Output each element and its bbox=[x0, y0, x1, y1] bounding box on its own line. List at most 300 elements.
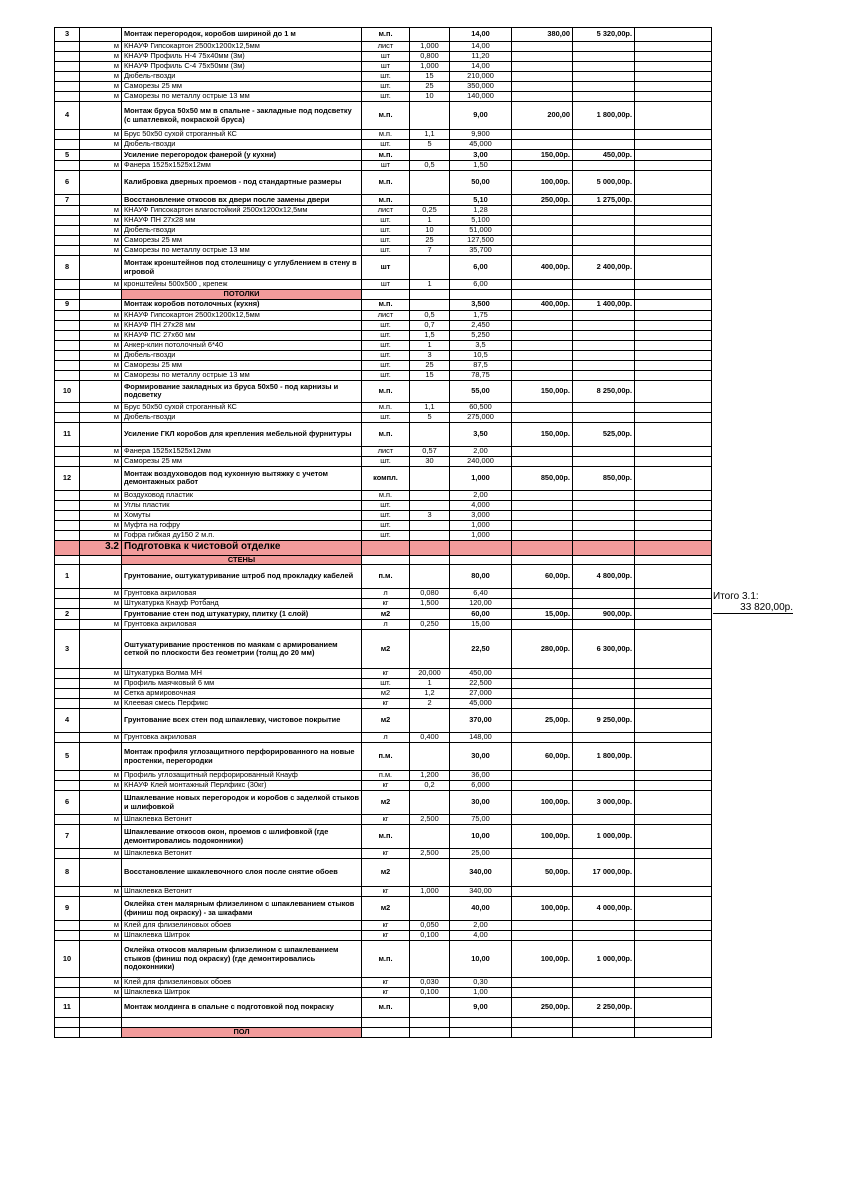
item-number-cell bbox=[55, 1018, 80, 1028]
price-cell bbox=[512, 310, 573, 320]
consumption-cell: 1 bbox=[410, 340, 450, 350]
amount-cell bbox=[573, 510, 635, 520]
quantity-cell: 9,900 bbox=[450, 130, 512, 140]
material-row bbox=[55, 815, 712, 825]
unit-marker-cell: м bbox=[80, 781, 122, 791]
note-cell bbox=[635, 446, 712, 456]
work-row bbox=[55, 195, 712, 206]
unit-marker-cell: м bbox=[80, 978, 122, 988]
consumption-cell: 25 bbox=[410, 82, 450, 92]
note-cell bbox=[635, 171, 712, 195]
note-cell bbox=[635, 320, 712, 330]
amount-cell bbox=[573, 456, 635, 466]
quantity-cell: 60,500 bbox=[450, 402, 512, 412]
note-cell bbox=[635, 102, 712, 130]
unit-marker-cell: м bbox=[80, 350, 122, 360]
price-cell: 250,00р. bbox=[512, 998, 573, 1018]
consumption-cell: 30 bbox=[410, 456, 450, 466]
unit-cell: кг bbox=[362, 781, 410, 791]
description-cell: Формирование закладных из бруса 50х50 - под карнизы и подсветку bbox=[122, 380, 362, 402]
material-row bbox=[55, 216, 712, 226]
category-row bbox=[55, 290, 712, 300]
quantity-cell: 11,20 bbox=[450, 52, 512, 62]
note-cell bbox=[635, 921, 712, 931]
description-cell: Монтаж перегородок, коробов шириной до 1 м bbox=[122, 28, 362, 42]
price-cell bbox=[512, 781, 573, 791]
consumption-cell: 1,000 bbox=[410, 887, 450, 897]
note-cell bbox=[635, 130, 712, 140]
work-row bbox=[55, 28, 712, 42]
description-cell: Гофра гибкая ду150 2 м.п. bbox=[122, 530, 362, 540]
note-cell bbox=[635, 815, 712, 825]
unit-marker-cell bbox=[80, 630, 122, 669]
unit-marker-cell bbox=[80, 1018, 122, 1028]
unit-cell: шт. bbox=[362, 679, 410, 689]
unit-marker-cell bbox=[80, 941, 122, 978]
consumption-cell: 0,030 bbox=[410, 978, 450, 988]
amount-cell: 9 250,00р. bbox=[573, 709, 635, 733]
quantity-cell: 3,500 bbox=[450, 299, 512, 310]
description-cell: Восстановление откосов вх двери после замены двери bbox=[122, 195, 362, 206]
price-cell bbox=[512, 350, 573, 360]
unit-cell: м.п. bbox=[362, 941, 410, 978]
unit-cell: м.п. bbox=[362, 380, 410, 402]
price-cell bbox=[512, 978, 573, 988]
consumption-cell bbox=[410, 941, 450, 978]
price-cell: 100,00р. bbox=[512, 825, 573, 849]
consumption-cell: 0,25 bbox=[410, 206, 450, 216]
description-cell: Монтаж профиля углозащитного перфорированного на новые простенки, перегородки bbox=[122, 743, 362, 771]
price-cell bbox=[512, 320, 573, 330]
description-cell: Саморезы 25 мм bbox=[122, 360, 362, 370]
price-cell: 850,00р. bbox=[512, 466, 573, 490]
price-cell bbox=[512, 52, 573, 62]
quantity-cell: 1,000 bbox=[450, 466, 512, 490]
quantity-cell: 2,450 bbox=[450, 320, 512, 330]
unit-marker-cell: м bbox=[80, 226, 122, 236]
unit-marker-cell: м bbox=[80, 599, 122, 609]
note-cell bbox=[635, 931, 712, 941]
unit-marker-cell bbox=[80, 102, 122, 130]
consumption-cell: 2 bbox=[410, 699, 450, 709]
note-cell bbox=[635, 781, 712, 791]
quantity-cell bbox=[450, 1018, 512, 1028]
quantity-cell: 6,00 bbox=[450, 280, 512, 290]
unit-marker-cell: м bbox=[80, 771, 122, 781]
material-row bbox=[55, 490, 712, 500]
price-cell bbox=[512, 490, 573, 500]
amount-cell bbox=[573, 236, 635, 246]
material-row bbox=[55, 931, 712, 941]
note-cell bbox=[635, 226, 712, 236]
consumption-cell bbox=[410, 1028, 450, 1038]
unit-cell: шт. bbox=[362, 360, 410, 370]
amount-cell: 850,00р. bbox=[573, 466, 635, 490]
quantity-cell: 25,00 bbox=[450, 849, 512, 859]
unit-marker-cell bbox=[80, 422, 122, 446]
consumption-cell: 1,000 bbox=[410, 42, 450, 52]
work-row bbox=[55, 171, 712, 195]
note-cell bbox=[635, 510, 712, 520]
work-row bbox=[55, 256, 712, 280]
note-cell bbox=[635, 310, 712, 320]
note-cell bbox=[635, 555, 712, 565]
unit-cell: л bbox=[362, 589, 410, 599]
consumption-cell bbox=[410, 743, 450, 771]
price-cell bbox=[512, 733, 573, 743]
description-cell: Грунтовка акриловая bbox=[122, 733, 362, 743]
quantity-cell: 2,00 bbox=[450, 490, 512, 500]
price-cell bbox=[512, 402, 573, 412]
amount-cell bbox=[573, 530, 635, 540]
item-number-cell bbox=[55, 446, 80, 456]
consumption-cell bbox=[410, 998, 450, 1018]
unit-marker-cell: м bbox=[80, 72, 122, 82]
item-number-cell: 9 bbox=[55, 897, 80, 921]
item-number-cell bbox=[55, 887, 80, 897]
consumption-cell: 3 bbox=[410, 350, 450, 360]
amount-cell bbox=[573, 1028, 635, 1038]
price-cell: 250,00р. bbox=[512, 195, 573, 206]
item-number-cell bbox=[55, 921, 80, 931]
consumption-cell: 1,2 bbox=[410, 689, 450, 699]
material-row bbox=[55, 161, 712, 171]
material-row bbox=[55, 620, 712, 630]
material-row bbox=[55, 370, 712, 380]
unit-cell: кг bbox=[362, 699, 410, 709]
unit-marker-cell: м bbox=[80, 921, 122, 931]
description-cell: КНАУФ Клей монтажный Перлфикс (30кг) bbox=[122, 781, 362, 791]
consumption-cell bbox=[410, 195, 450, 206]
description-cell: Фанера 1525х1525х12мм bbox=[122, 161, 362, 171]
description-cell: Воздуховод пластик bbox=[122, 490, 362, 500]
price-cell bbox=[512, 771, 573, 781]
description-cell: Грунтование всех стен под шпаклевку, чистовое покрытие bbox=[122, 709, 362, 733]
material-row bbox=[55, 82, 712, 92]
quantity-cell: 78,75 bbox=[450, 370, 512, 380]
note-cell bbox=[635, 998, 712, 1018]
unit-cell: шт bbox=[362, 161, 410, 171]
description-cell: КНАУФ Профиль С-4 75х50мм (3м) bbox=[122, 62, 362, 72]
amount-cell bbox=[573, 679, 635, 689]
amount-cell bbox=[573, 815, 635, 825]
unit-cell bbox=[362, 290, 410, 300]
material-row bbox=[55, 360, 712, 370]
description-cell: Саморезы 25 мм bbox=[122, 236, 362, 246]
amount-cell bbox=[573, 52, 635, 62]
item-number-cell bbox=[55, 510, 80, 520]
unit-marker-cell: м bbox=[80, 340, 122, 350]
quantity-cell: 10,00 bbox=[450, 941, 512, 978]
unit-cell: м2 bbox=[362, 791, 410, 815]
note-cell bbox=[635, 897, 712, 921]
unit-marker-cell bbox=[80, 195, 122, 206]
price-cell bbox=[512, 679, 573, 689]
consumption-cell bbox=[410, 555, 450, 565]
estimate-table bbox=[54, 27, 712, 1038]
unit-marker-cell: м bbox=[80, 456, 122, 466]
quantity-cell: 370,00 bbox=[450, 709, 512, 733]
item-number-cell bbox=[55, 330, 80, 340]
unit-marker-cell: м bbox=[80, 849, 122, 859]
unit-marker-cell: м bbox=[80, 62, 122, 72]
consumption-cell: 0,7 bbox=[410, 320, 450, 330]
item-number-cell: 8 bbox=[55, 859, 80, 887]
material-row bbox=[55, 978, 712, 988]
quantity-cell: 6,00 bbox=[450, 256, 512, 280]
item-number-cell bbox=[55, 246, 80, 256]
unit-marker-cell bbox=[80, 466, 122, 490]
price-cell bbox=[512, 72, 573, 82]
unit-marker-cell: м bbox=[80, 733, 122, 743]
unit-marker-cell bbox=[80, 1028, 122, 1038]
subtotal-value: 33 820,00р. bbox=[713, 602, 793, 614]
description-cell: Штукатурка Кнауф Ротбанд bbox=[122, 599, 362, 609]
description-cell: Оштукатуривание простенков по маякам с армированием сеткой по плоскости без геометрии (толщ до 20 мм) bbox=[122, 630, 362, 669]
unit-cell: шт. bbox=[362, 510, 410, 520]
item-number-cell: 4 bbox=[55, 709, 80, 733]
unit-cell: м.п. bbox=[362, 490, 410, 500]
amount-cell: 6 300,00р. bbox=[573, 630, 635, 669]
item-number-cell bbox=[55, 988, 80, 998]
note-cell bbox=[635, 859, 712, 887]
consumption-cell bbox=[410, 859, 450, 887]
category-row bbox=[55, 1028, 712, 1038]
work-row bbox=[55, 299, 712, 310]
quantity-cell: 340,00 bbox=[450, 859, 512, 887]
description-cell: КНАУФ ПС 27х60 мм bbox=[122, 330, 362, 340]
item-number-cell bbox=[55, 216, 80, 226]
consumption-cell bbox=[410, 466, 450, 490]
description-cell: Грунтовка акриловая bbox=[122, 589, 362, 599]
unit-marker-cell bbox=[80, 998, 122, 1018]
consumption-cell: 25 bbox=[410, 360, 450, 370]
item-number-cell bbox=[55, 320, 80, 330]
material-row bbox=[55, 62, 712, 72]
unit-marker-cell: м bbox=[80, 370, 122, 380]
price-cell bbox=[512, 360, 573, 370]
unit-cell: л bbox=[362, 620, 410, 630]
item-number-cell bbox=[55, 679, 80, 689]
unit-cell: шт. bbox=[362, 350, 410, 360]
unit-cell: шт. bbox=[362, 330, 410, 340]
quantity-cell: 45,000 bbox=[450, 140, 512, 150]
item-number-cell bbox=[55, 669, 80, 679]
note-cell bbox=[635, 490, 712, 500]
quantity-cell: 60,00 bbox=[450, 609, 512, 620]
amount-cell: 8 250,00р. bbox=[573, 380, 635, 402]
item-number-cell bbox=[55, 42, 80, 52]
unit-marker-cell: м bbox=[80, 216, 122, 226]
item-number-cell bbox=[55, 310, 80, 320]
item-number-cell bbox=[55, 72, 80, 82]
consumption-cell: 0,080 bbox=[410, 589, 450, 599]
item-number-cell: 7 bbox=[55, 825, 80, 849]
note-cell bbox=[635, 733, 712, 743]
material-row bbox=[55, 599, 712, 609]
unit-marker-cell: м bbox=[80, 82, 122, 92]
amount-cell bbox=[573, 130, 635, 140]
description-cell: Шпаклевка Ветонит bbox=[122, 815, 362, 825]
item-number-cell: 2 bbox=[55, 609, 80, 620]
note-cell bbox=[635, 256, 712, 280]
unit-cell: м2 bbox=[362, 897, 410, 921]
item-number-cell bbox=[55, 402, 80, 412]
quantity-cell: 45,000 bbox=[450, 699, 512, 709]
consumption-cell: 0,2 bbox=[410, 781, 450, 791]
material-row bbox=[55, 679, 712, 689]
material-row bbox=[55, 921, 712, 931]
amount-cell bbox=[573, 887, 635, 897]
amount-cell bbox=[573, 320, 635, 330]
item-number-cell bbox=[55, 370, 80, 380]
description-cell: Шпаклевка Шитрок bbox=[122, 988, 362, 998]
description-cell: Восстановление шкаклевочного слоя после снятие обоев bbox=[122, 859, 362, 887]
unit-cell: м.п. bbox=[362, 102, 410, 130]
quantity-cell: 50,00 bbox=[450, 171, 512, 195]
price-cell bbox=[512, 412, 573, 422]
note-cell bbox=[635, 743, 712, 771]
quantity-cell: 10,5 bbox=[450, 350, 512, 360]
note-cell bbox=[635, 1018, 712, 1028]
note-cell bbox=[635, 402, 712, 412]
consumption-cell bbox=[410, 422, 450, 446]
price-cell bbox=[512, 370, 573, 380]
amount-cell: 1 000,00р. bbox=[573, 825, 635, 849]
price-cell: 400,00р. bbox=[512, 256, 573, 280]
price-cell bbox=[512, 589, 573, 599]
price-cell bbox=[512, 1028, 573, 1038]
category-row bbox=[55, 555, 712, 565]
unit-marker-cell bbox=[80, 555, 122, 565]
unit-marker-cell: м bbox=[80, 887, 122, 897]
price-cell bbox=[512, 699, 573, 709]
consumption-cell bbox=[410, 530, 450, 540]
quantity-cell: 14,00 bbox=[450, 62, 512, 72]
item-number-cell bbox=[55, 340, 80, 350]
item-number-cell: 5 bbox=[55, 150, 80, 161]
unit-cell: м2 bbox=[362, 609, 410, 620]
note-cell bbox=[635, 609, 712, 620]
unit-cell: шт bbox=[362, 256, 410, 280]
work-row bbox=[55, 102, 712, 130]
quantity-cell: 15,00 bbox=[450, 620, 512, 630]
amount-cell: 1 800,00р. bbox=[573, 743, 635, 771]
unit-marker-cell bbox=[80, 897, 122, 921]
note-cell bbox=[635, 565, 712, 589]
unit-cell: шт bbox=[362, 280, 410, 290]
amount-cell bbox=[573, 370, 635, 380]
amount-cell bbox=[573, 689, 635, 699]
note-cell bbox=[635, 771, 712, 781]
quantity-cell: 4,00 bbox=[450, 931, 512, 941]
note-cell bbox=[635, 978, 712, 988]
price-cell: 60,00р. bbox=[512, 565, 573, 589]
note-cell bbox=[635, 380, 712, 402]
description-cell: ПОТОЛКИ bbox=[122, 290, 362, 300]
unit-cell: шт. bbox=[362, 236, 410, 246]
description-cell: Шпаклевка Ветонит bbox=[122, 849, 362, 859]
amount-cell: 5 000,00р. bbox=[573, 171, 635, 195]
material-row bbox=[55, 689, 712, 699]
unit-cell: шт. bbox=[362, 520, 410, 530]
estimate-rows bbox=[55, 28, 712, 1038]
quantity-cell: 1,75 bbox=[450, 310, 512, 320]
note-cell bbox=[635, 689, 712, 699]
unit-cell: м.п. bbox=[362, 299, 410, 310]
price-cell bbox=[512, 340, 573, 350]
description-cell: Монтаж кронштейнов под столешницу с углублением в стену в игровой bbox=[122, 256, 362, 280]
price-cell bbox=[512, 689, 573, 699]
note-cell bbox=[635, 520, 712, 530]
unit-cell: м.п. bbox=[362, 150, 410, 161]
note-cell bbox=[635, 887, 712, 897]
quantity-cell: 9,00 bbox=[450, 998, 512, 1018]
quantity-cell: 5,100 bbox=[450, 216, 512, 226]
amount-cell bbox=[573, 921, 635, 931]
price-cell bbox=[512, 130, 573, 140]
description-cell: Саморезы по металлу острые 13 мм bbox=[122, 92, 362, 102]
amount-cell bbox=[573, 330, 635, 340]
unit-marker-cell: м bbox=[80, 679, 122, 689]
work-row bbox=[55, 609, 712, 620]
unit-cell: шт bbox=[362, 52, 410, 62]
price-cell: 25,00р. bbox=[512, 709, 573, 733]
description-cell: КНАУФ ПН 27х28 мм bbox=[122, 320, 362, 330]
item-number-cell bbox=[55, 92, 80, 102]
unit-marker-cell: м bbox=[80, 669, 122, 679]
consumption-cell bbox=[410, 256, 450, 280]
price-cell: 280,00р. bbox=[512, 630, 573, 669]
unit-marker-cell bbox=[80, 256, 122, 280]
note-cell bbox=[635, 62, 712, 72]
unit-marker-cell: м bbox=[80, 815, 122, 825]
material-row bbox=[55, 412, 712, 422]
note-cell bbox=[635, 280, 712, 290]
unit-cell: шт bbox=[362, 62, 410, 72]
unit-marker-cell bbox=[80, 290, 122, 300]
amount-cell: 2 250,00р. bbox=[573, 998, 635, 1018]
unit-marker-cell bbox=[80, 709, 122, 733]
work-row bbox=[55, 941, 712, 978]
material-row bbox=[55, 988, 712, 998]
amount-cell bbox=[573, 350, 635, 360]
section-row bbox=[55, 540, 712, 555]
quantity-cell: 127,500 bbox=[450, 236, 512, 246]
note-cell bbox=[635, 500, 712, 510]
item-number-cell: 6 bbox=[55, 171, 80, 195]
material-row bbox=[55, 246, 712, 256]
consumption-cell: 1 bbox=[410, 216, 450, 226]
amount-cell bbox=[573, 62, 635, 72]
consumption-cell: 20,000 bbox=[410, 669, 450, 679]
material-row bbox=[55, 733, 712, 743]
amount-cell bbox=[573, 402, 635, 412]
note-cell bbox=[635, 299, 712, 310]
consumption-cell bbox=[410, 500, 450, 510]
note-cell bbox=[635, 709, 712, 733]
price-cell bbox=[512, 290, 573, 300]
consumption-cell: 0,57 bbox=[410, 446, 450, 456]
item-number-cell bbox=[55, 530, 80, 540]
quantity-cell: 120,00 bbox=[450, 599, 512, 609]
quantity-cell: 1,00 bbox=[450, 988, 512, 998]
note-cell bbox=[635, 630, 712, 669]
description-cell: Дюбель-гвозди bbox=[122, 350, 362, 360]
price-cell bbox=[512, 931, 573, 941]
quantity-cell: 10,00 bbox=[450, 825, 512, 849]
description-cell: Дюбель-гвозди bbox=[122, 226, 362, 236]
